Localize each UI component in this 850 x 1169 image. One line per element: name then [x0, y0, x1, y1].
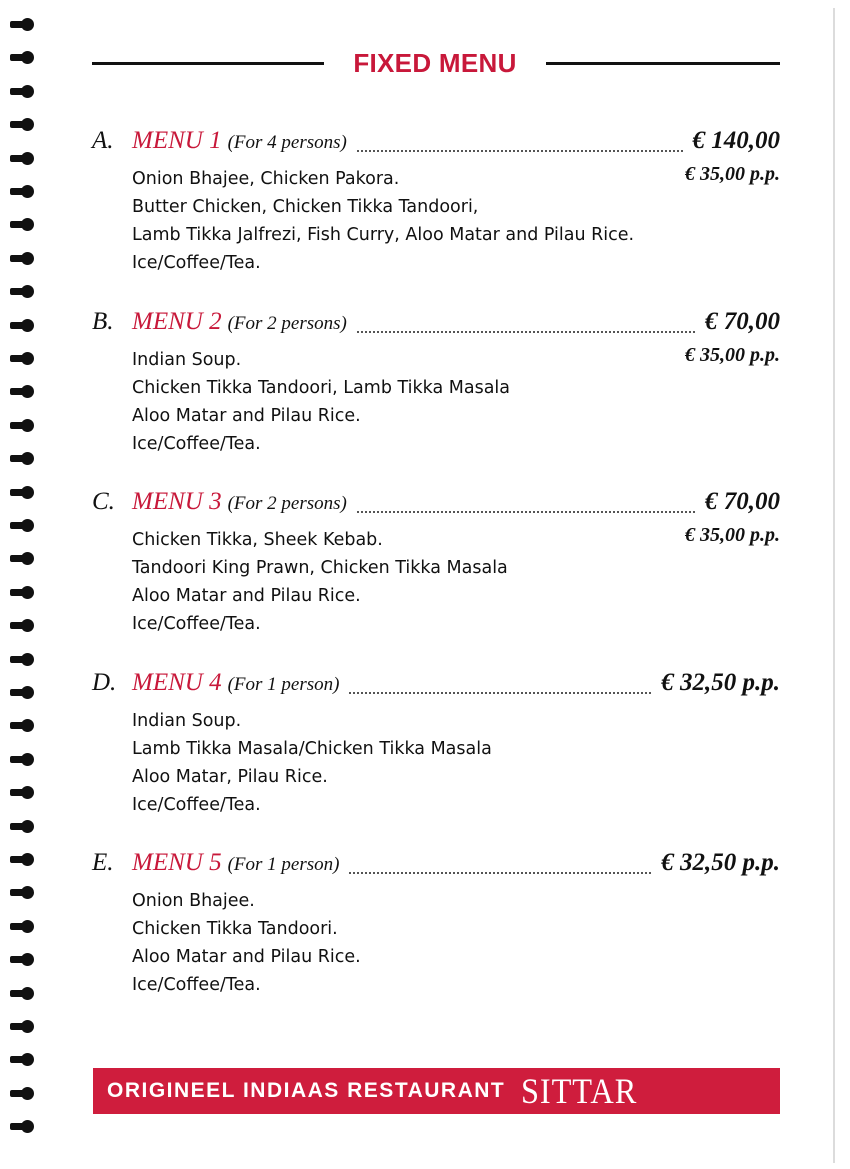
binding-ring	[10, 252, 36, 265]
binding-ring	[10, 218, 36, 231]
menu-price: € 70,00	[705, 308, 780, 335]
restaurant-banner	[93, 1068, 780, 1114]
menu-heading	[92, 849, 780, 883]
binding-ring	[10, 419, 36, 432]
menu-section-d	[92, 669, 780, 829]
binding-ring	[10, 1120, 36, 1133]
menu-item: Chicken Tikka, Sheek Kebab.	[132, 530, 383, 550]
menu-name: MENU 2	[132, 308, 222, 335]
menu-item: Onion Bhajee, Chicken Pakora.	[132, 169, 400, 189]
menu-item: Ice/Coffee/Tea.	[132, 614, 261, 634]
menu-price: € 140,00	[692, 127, 780, 154]
menu-persons: (For 1 person)	[227, 854, 340, 875]
spiral-binding	[4, 18, 44, 1168]
menu-items	[132, 707, 492, 819]
menu-price: € 32,50 p.p.	[661, 669, 780, 696]
menu-heading	[92, 669, 780, 703]
page-header	[92, 45, 780, 85]
menu-price: € 70,00	[705, 488, 780, 515]
menu-items	[132, 165, 634, 277]
binding-ring	[10, 285, 36, 298]
binding-ring	[10, 452, 36, 465]
menu-item: Tandoori King Prawn, Chicken Tikka Masala	[132, 558, 508, 578]
menu-item: Chicken Tikka Tandoori.	[132, 919, 338, 939]
menu-item: Indian Soup.	[132, 350, 242, 370]
restaurant-logo: SITTAR	[521, 1071, 638, 1111]
page-title: FIXED MENU	[353, 48, 517, 78]
binding-ring	[10, 352, 36, 365]
menu-item: Lamb Tikka Jalfrezi, Fish Curry, Aloo Matar and Pilau Rice.	[132, 225, 635, 245]
menu-name: MENU 1	[132, 127, 222, 154]
dotted-leader	[357, 330, 695, 333]
header-rule-left	[92, 62, 324, 65]
menu-letter: C.	[92, 488, 115, 515]
binding-ring	[10, 319, 36, 332]
binding-ring	[10, 987, 36, 1000]
menu-section-e	[92, 849, 780, 1009]
menu-persons: (For 2 persons)	[227, 313, 347, 334]
binding-ring	[10, 118, 36, 131]
menu-section-a	[92, 127, 780, 287]
binding-ring	[10, 586, 36, 599]
price-per-person: € 35,00 p.p.	[685, 344, 780, 366]
menu-section-b	[92, 308, 780, 468]
page-edge	[833, 8, 835, 1163]
dotted-leader	[349, 691, 651, 694]
dotted-leader	[357, 149, 683, 152]
binding-ring	[10, 51, 36, 64]
binding-ring	[10, 853, 36, 866]
menu-item: Indian Soup.	[132, 711, 242, 731]
binding-ring	[10, 653, 36, 666]
menu-persons: (For 1 person)	[227, 674, 340, 695]
binding-ring	[10, 619, 36, 632]
menu-item: Ice/Coffee/Tea.	[132, 253, 261, 273]
menu-item: Chicken Tikka Tandoori, Lamb Tikka Masala	[132, 378, 511, 398]
menu-item: Ice/Coffee/Tea.	[132, 795, 261, 815]
menu-persons: (For 4 persons)	[227, 132, 347, 153]
menu-items	[132, 346, 510, 458]
menu-section-c	[92, 488, 780, 648]
binding-ring	[10, 85, 36, 98]
binding-ring	[10, 552, 36, 565]
menu-name: MENU 5	[132, 849, 222, 876]
binding-ring	[10, 1053, 36, 1066]
dotted-leader	[357, 510, 695, 513]
menu-item: Aloo Matar, Pilau Rice.	[132, 767, 328, 787]
menu-letter: B.	[92, 308, 114, 335]
menu-heading	[92, 488, 780, 522]
binding-ring	[10, 786, 36, 799]
menu-item: Ice/Coffee/Tea.	[132, 975, 261, 995]
menu-item: Onion Bhajee.	[132, 891, 255, 911]
binding-ring	[10, 920, 36, 933]
binding-ring	[10, 886, 36, 899]
menu-heading	[92, 127, 780, 161]
menu-letter: E.	[92, 849, 114, 876]
menu-name: MENU 4	[132, 669, 222, 696]
binding-ring	[10, 719, 36, 732]
menu-letter: D.	[92, 669, 117, 696]
restaurant-tagline: ORIGINEEL INDIAAS RESTAURANT	[107, 1079, 506, 1102]
binding-ring	[10, 1020, 36, 1033]
menu-heading	[92, 308, 780, 342]
price-per-person: € 35,00 p.p.	[685, 524, 780, 546]
menu-item: Ice/Coffee/Tea.	[132, 434, 261, 454]
menu-item: Aloo Matar and Pilau Rice.	[132, 586, 361, 606]
menu-item: Butter Chicken, Chicken Tikka Tandoori,	[132, 197, 479, 217]
binding-ring	[10, 486, 36, 499]
menu-items	[132, 526, 508, 638]
binding-ring	[10, 953, 36, 966]
menu-letter: A.	[92, 127, 114, 154]
menu-item: Aloo Matar and Pilau Rice.	[132, 406, 361, 426]
menu-persons: (For 2 persons)	[227, 493, 347, 514]
binding-ring	[10, 1087, 36, 1100]
menu-name: MENU 3	[132, 488, 222, 515]
menu-item: Lamb Tikka Masala/Chicken Tikka Masala	[132, 739, 492, 759]
menu-item: Aloo Matar and Pilau Rice.	[132, 947, 361, 967]
price-per-person: € 35,00 p.p.	[685, 163, 780, 185]
binding-ring	[10, 152, 36, 165]
binding-ring	[10, 753, 36, 766]
menu-price: € 32,50 p.p.	[661, 849, 780, 876]
binding-ring	[10, 385, 36, 398]
dotted-leader	[349, 871, 651, 874]
header-rule-right	[546, 62, 780, 65]
binding-ring	[10, 686, 36, 699]
binding-ring	[10, 820, 36, 833]
menu-items	[132, 887, 361, 999]
binding-ring	[10, 18, 36, 31]
binding-ring	[10, 519, 36, 532]
binding-ring	[10, 185, 36, 198]
